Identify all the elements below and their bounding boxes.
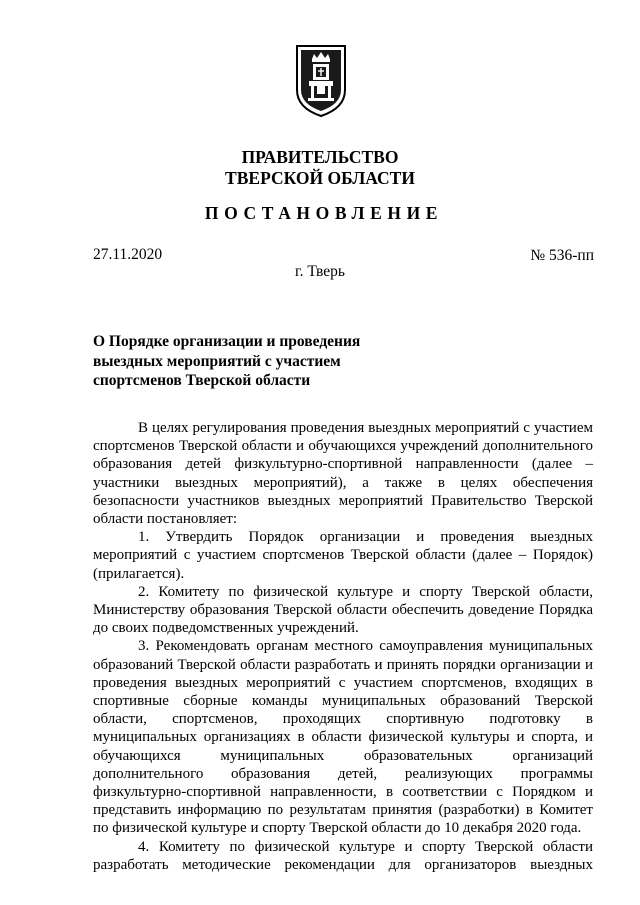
document-title: О Порядке организации и проведения выездных мероприятий с участием спортсменов Тверской области xyxy=(93,333,361,389)
clause-3-paragraph: 3. Рекомендовать органам местного самоуправления муниципальных образований Тверской области разработать и принять порядки организации и проведения выездных мероприятий с участием спортсменов, входящих в спортивные сборные команды муниципальных образований Тверской области, спортсменов, проходящих спортивную подготовку в муниципальных организациях в области физической культуры и спорта, и обучающихся муниципальных образовательных организаций дополнительного образования детей, реализующих программы физкультурно-спортивной направленности, в соответствии с Порядком и представить информацию по результатам принятия (разработки) в Комитет по физической культуре и спорту Тверской области до 10 декабря 2020 года. xyxy=(93,638,593,837)
coat-of-arms-emblem xyxy=(295,44,347,118)
clause-2-paragraph: 2. Комитету по физической культуре и спорту Тверской области, Министерству образования Тверской области обеспечить доведение Порядка до своих подведомственных учреждений. xyxy=(93,583,593,637)
preamble-paragraph: В целях регулирования проведения выездных мероприятий с участием спортсменов Тверской области и обучающихся учреждений дополнительного образования детей физкультурно-спортивной направленности (далее – участники выездных мероприятий), а также в целях обеспечения безопасности участников выездных мероприятий Правительство Тверской области постановляет: xyxy=(93,420,593,528)
clause-4-paragraph: 4. Комитету по физической культуре и спорту Тверской области разработать методические рекомендации для организаторов выездных xyxy=(93,838,593,873)
government-name-line1: ПРАВИТЕЛЬСТВО xyxy=(241,147,399,167)
document-body xyxy=(93,419,593,874)
government-name-line2: ТВЕРСКОЙ ОБЛАСТИ xyxy=(225,168,415,188)
document-number: № 536-пп xyxy=(530,247,594,264)
document-city: г. Тверь xyxy=(295,263,345,280)
document-type-heading: ПОСТАНОВЛЕНИЕ xyxy=(204,203,444,223)
document-date: 27.11.2020 xyxy=(93,246,163,263)
clause-1-paragraph: 1. Утвердить Порядок организации и проведения выездных мероприятий с участием спортсменов Тверской области (далее – Порядок) (прилагается). xyxy=(93,529,593,582)
